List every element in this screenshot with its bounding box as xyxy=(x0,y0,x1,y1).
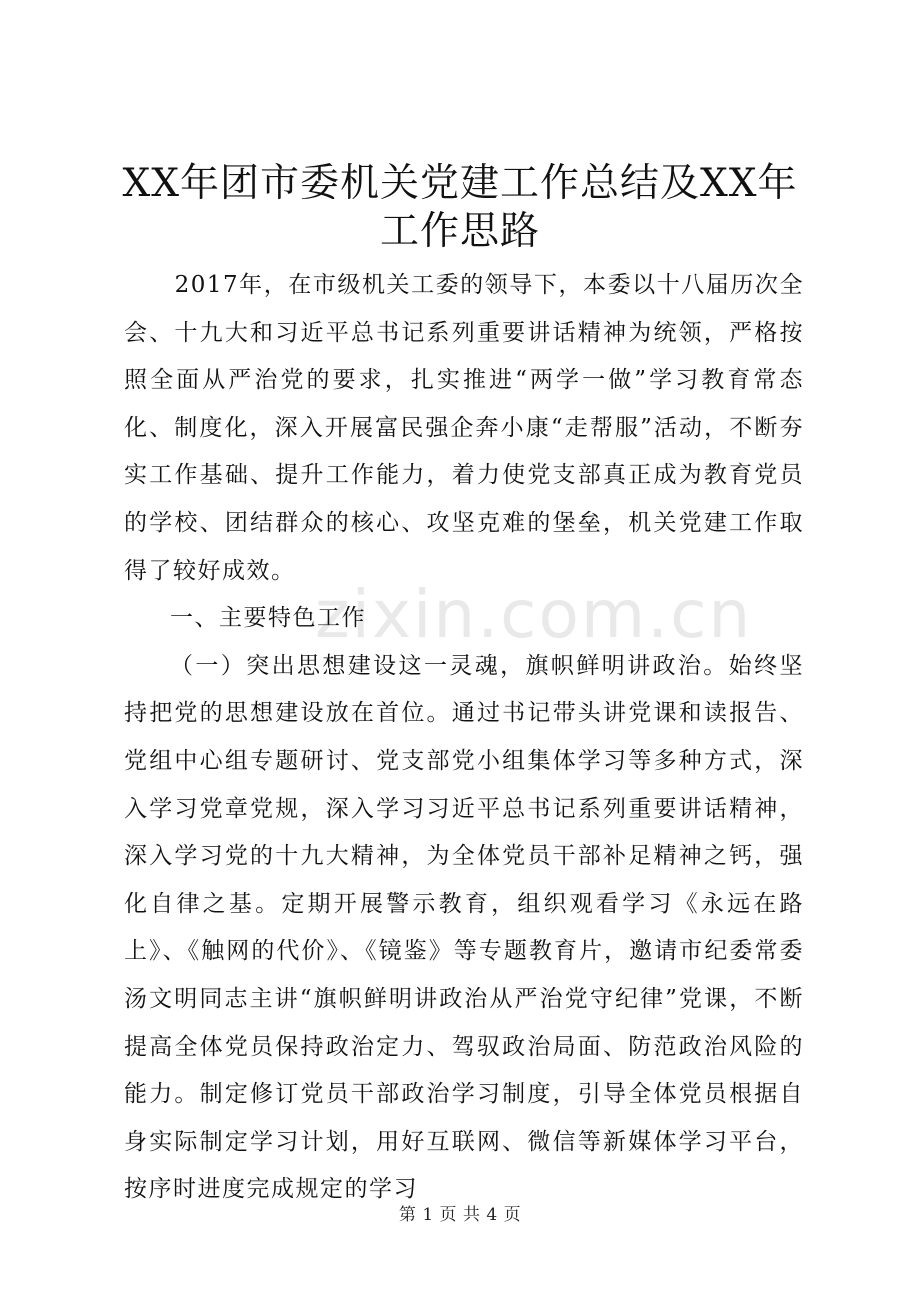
watermark: zixin.com.cn xyxy=(315,576,753,653)
subsection-paragraph: （一）突出思想建设这一灵魂，旗帜鲜明讲政治。始终坚持把党的思想建设放在首位。通过书记带头讲党课和读报告、党组中心组专题研讨、党支部党小组集体学习等多种方式，深入学习党章党规，深入学习习近平总书记系列重要讲话精神，深入学习党的十九大精神，为全体党员干部补足精神之钙，强化自律之基。定期开展警示教育，组织观看学习《永远在路上》、《触网的代价》、《镜鉴》等专题教育片，邀请市纪委常委汤文明同志主讲“旗帜鲜明讲政治从严治党守纪律”党课，不断提高全体党员保持政治定力、驾驭政治局面、防范政治风险的能力。制定修订党员干部政治学习制度，引导全体党员根据自身实际制定学习计划，用好互联网、微信等新媒体学习平台，按序时进度完成规定的学习 xyxy=(124,652,804,1203)
document-body xyxy=(124,262,804,1214)
section-heading: 一、主要特色工作 xyxy=(170,605,366,632)
page-footer: 第 1 页 共 4 页 xyxy=(398,1205,522,1225)
intro-paragraph: 2017年，在市级机关工委的领导下，本委以十八届历次全会、十九大和习近平总书记系列重要讲话精神为统领，严格按照全面从严治党的要求，扎实推进“两学一做”学习教育常态化、制度化，深入开展富民强企奔小康“走帮服”活动，不断夯实工作基础、提升工作能力，着力使党支部真正成为教育党员的学校、团结群众的核心、攻坚克难的堡垒，机关党建工作取得了较好成效。 xyxy=(124,272,804,584)
document-title: XX年团市委机关党建工作总结及XX年工作思路 xyxy=(122,161,798,254)
